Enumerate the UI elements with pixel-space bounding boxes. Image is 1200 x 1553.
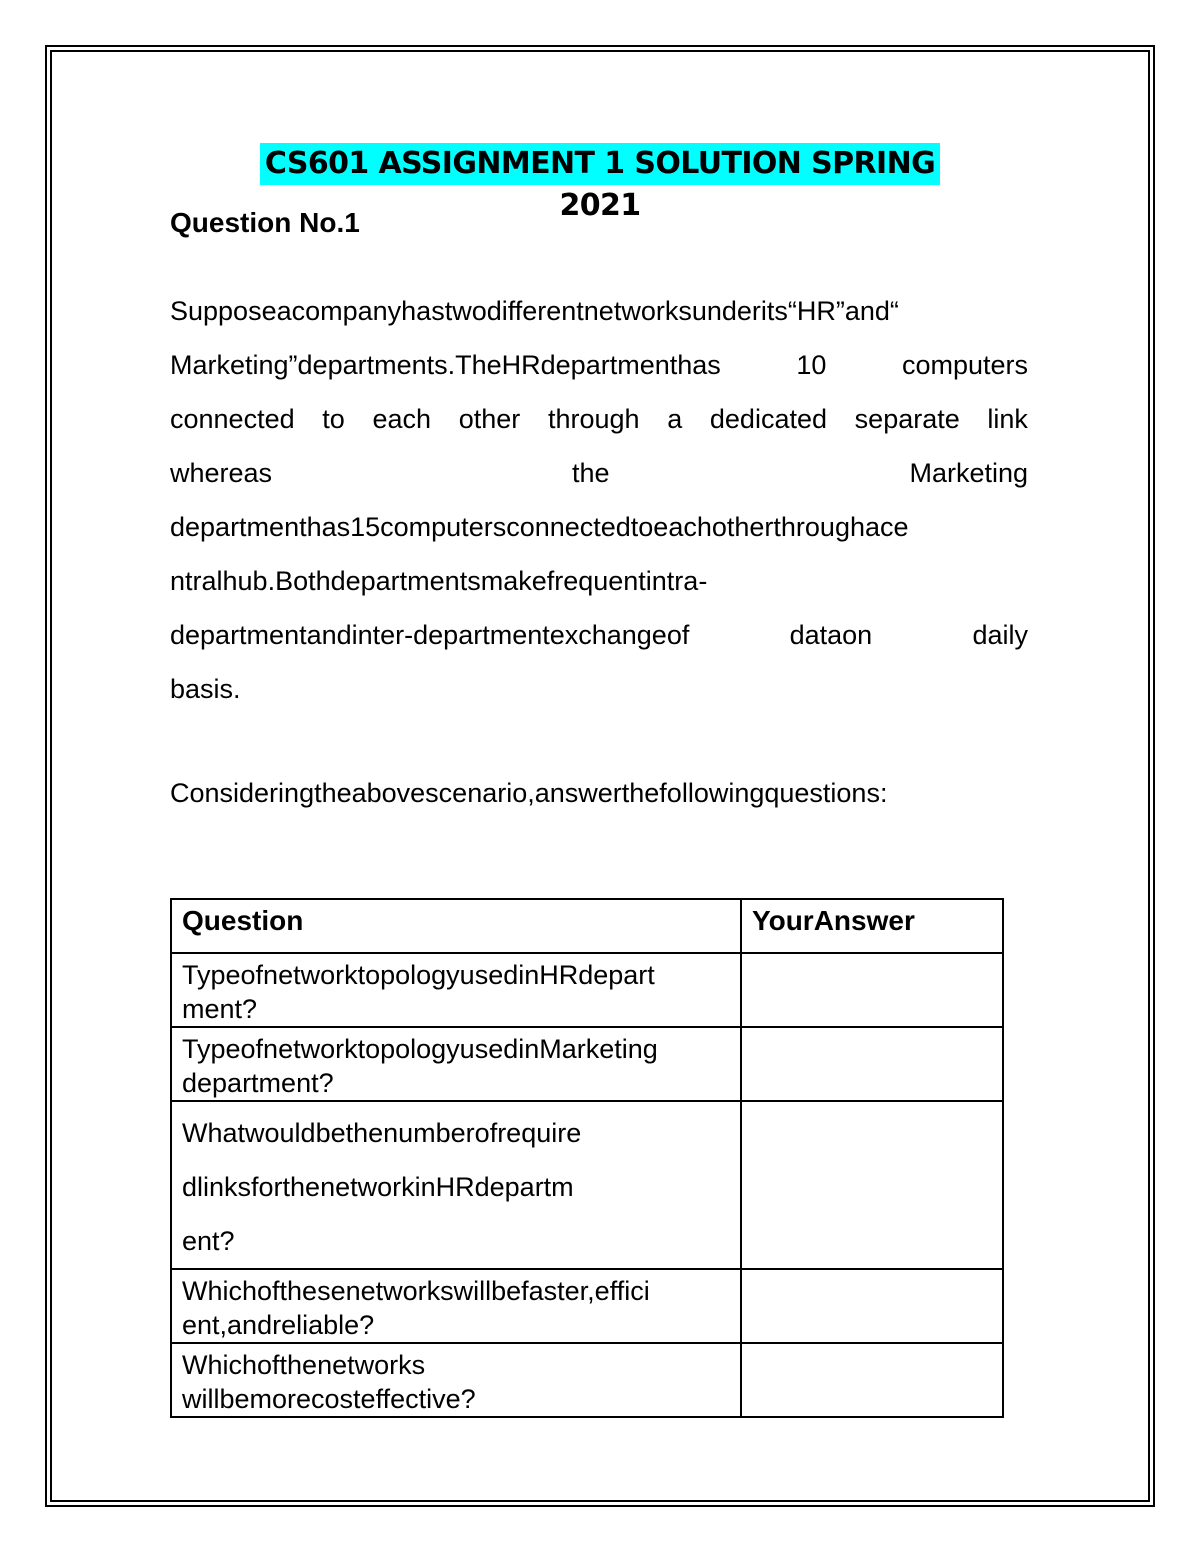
table-row (171, 1269, 1003, 1343)
paragraph-word: dedicated (709, 404, 827, 434)
paragraph-word: connected (170, 404, 295, 434)
paragraph-word: other (458, 404, 521, 434)
document-title: CS601 ASSIGNMENT 1 SOLUTION SPRING 2021 (260, 143, 940, 185)
paragraph-word: separate (854, 404, 960, 434)
paragraph-word: basis. (170, 674, 241, 704)
paragraph-word: whereas (170, 458, 273, 488)
paragraph-word: to (322, 404, 345, 434)
question-line: willbemorecosteffective? (182, 1384, 476, 1414)
table-row (171, 1101, 1003, 1269)
paragraph-line (170, 347, 1028, 383)
paragraph-word: a (667, 404, 683, 434)
question-line: dlinksforthenetworkinHRdepartm (182, 1172, 574, 1202)
paragraph-word: each (372, 404, 432, 434)
header-your-answer: YourAnswer (741, 899, 1003, 953)
question-line: ment? (182, 994, 258, 1024)
question-cell (171, 1027, 741, 1101)
question-line: TypeofnetworktopologyusedinHRdepart (182, 960, 655, 990)
paragraph-word: Marketing”departments.TheHRdepartmenthas (170, 350, 721, 380)
paragraph-line (170, 401, 1028, 437)
paragraph-line (170, 455, 1028, 491)
paragraph-word: dataon (789, 620, 873, 650)
paragraph-word: 10 (796, 350, 827, 380)
table-row (171, 1343, 1003, 1417)
question-heading: Question No.1 (170, 207, 360, 238)
paragraph-word: Marketing (909, 458, 1028, 488)
paragraph-word: departmenthas15computersconnectedtoeachotherthroughace (170, 512, 909, 542)
answer-cell[interactable] (741, 1101, 1003, 1269)
paragraph-word: Supposeacompanyhastwodifferentnetworksunderits“HR”and“ (170, 296, 899, 326)
paragraph-line (170, 671, 1028, 707)
answer-cell[interactable] (741, 953, 1003, 1027)
answer-cell[interactable] (741, 1027, 1003, 1101)
header-question: Question (171, 899, 741, 953)
paragraph-line (170, 563, 1028, 599)
paragraph-line (170, 617, 1028, 653)
question-cell (171, 1101, 741, 1269)
question-line: department? (182, 1068, 334, 1098)
question-line: Whatwouldbethenumberofrequire (182, 1118, 582, 1148)
question-line: Whichofthesenetworkswillbefaster,effici (182, 1276, 650, 1306)
table-row (171, 953, 1003, 1027)
paragraph-line (170, 293, 1028, 329)
paragraph-line (170, 509, 1028, 545)
question-line: TypeofnetworktopologyusedinMarketing (182, 1034, 658, 1064)
paragraph-word: through (547, 404, 640, 434)
question-line: ent,andreliable? (182, 1310, 375, 1340)
answer-cell[interactable] (741, 1343, 1003, 1417)
question-cell (171, 1269, 741, 1343)
question-answer-table (170, 898, 1004, 1418)
paragraph-word: departmentandinter-departmentexchangeof (170, 620, 690, 650)
paragraph-word: link (987, 404, 1028, 434)
paragraph-word: daily (972, 620, 1028, 650)
table-row (171, 1027, 1003, 1101)
question-cell (171, 953, 741, 1027)
question-line: Whichofthenetworks (182, 1350, 426, 1380)
answer-cell[interactable] (741, 1269, 1003, 1343)
table-header-row (171, 899, 1003, 953)
paragraph-word: computers (901, 350, 1028, 380)
question-line: ent? (182, 1226, 235, 1256)
question-cell (171, 1343, 741, 1417)
paragraph-word: ntralhub.Bothdepartmentsmakefrequentintra- (170, 566, 708, 596)
prompt-text: Consideringtheabovescenario,answerthefollowingquestions: (170, 778, 888, 808)
paragraph-word: the (571, 458, 610, 488)
